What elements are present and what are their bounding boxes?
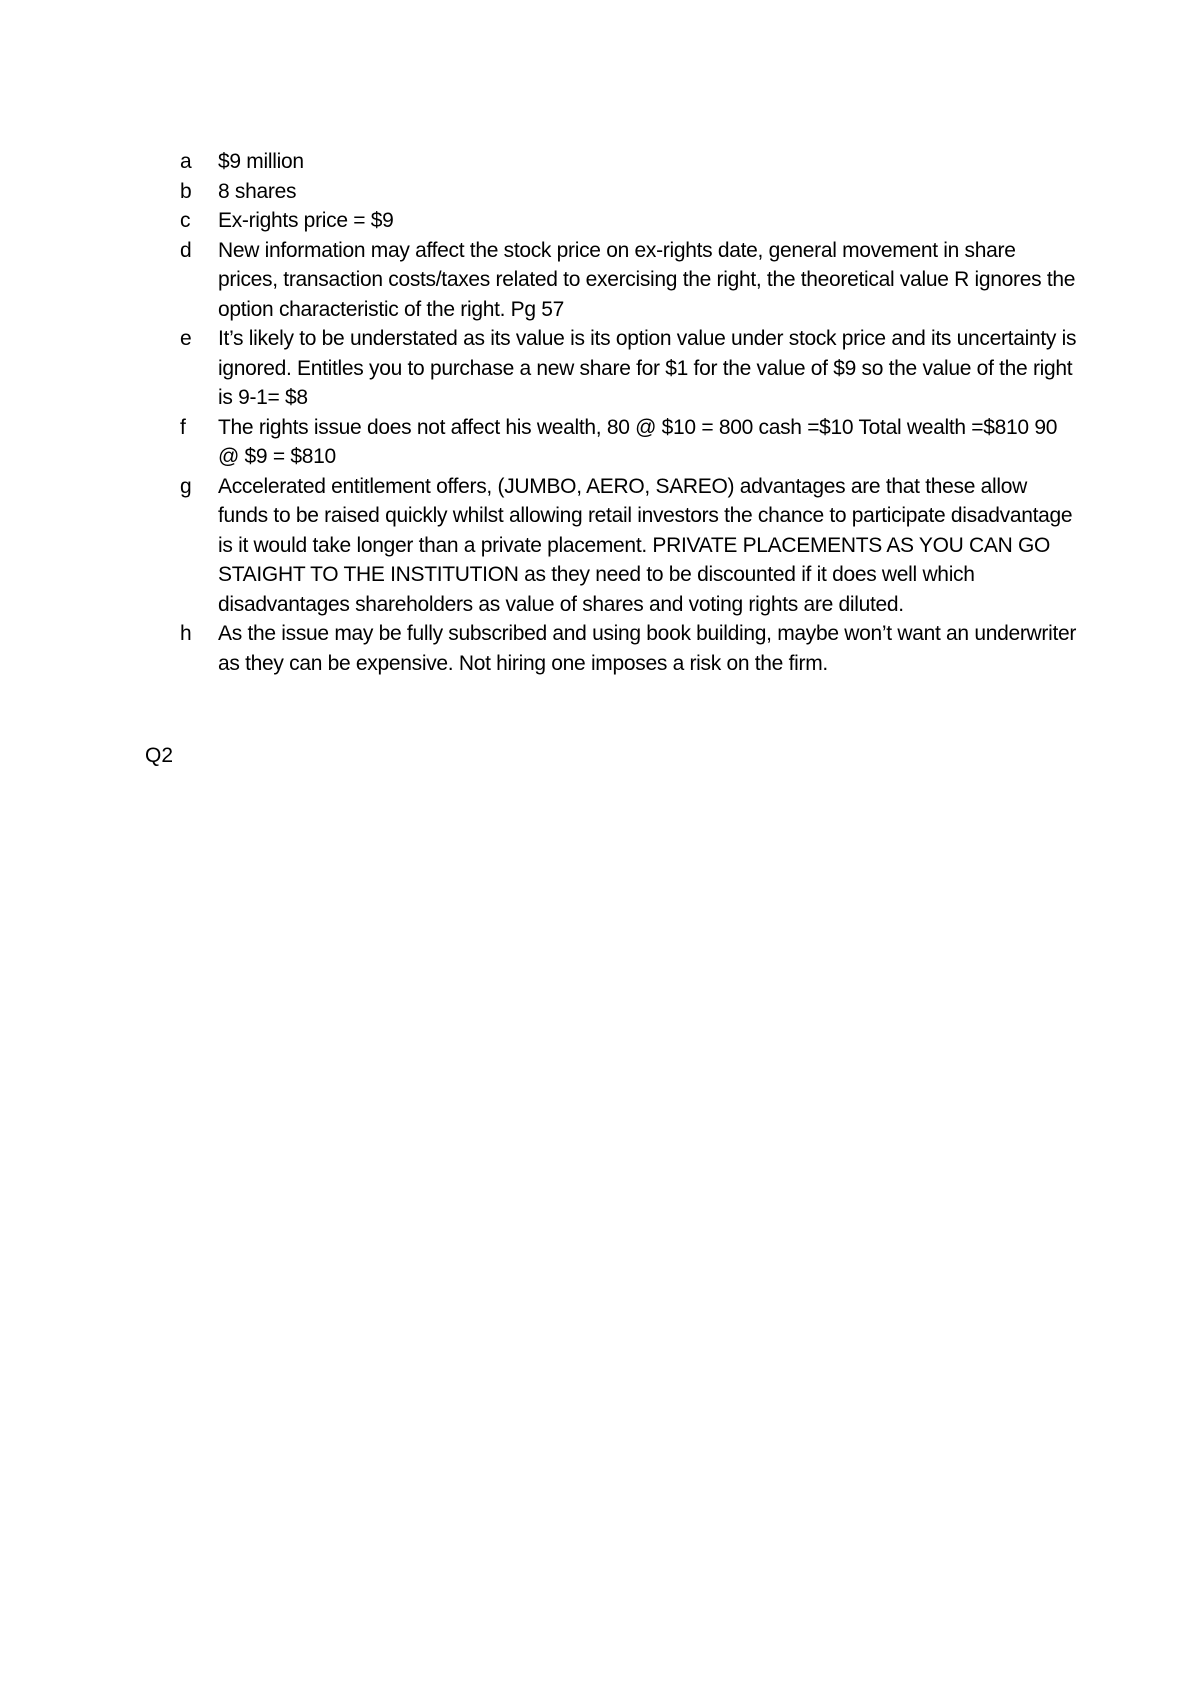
question-label: Q2: [145, 744, 174, 767]
answer-letter: f: [180, 415, 186, 439]
answer-item-a: [180, 147, 1080, 177]
answer-text: It’s likely to be understated as its value is its option value under stock price and its uncertainty is ignored. Entitles you to purchase a new share for $1 for the value of $9 so the value of the right is 9-1= $8: [218, 327, 1077, 409]
answer-list: [180, 147, 1080, 678]
answer-text: New information may affect the stock price on ex-rights date, general movement in share prices, transaction costs/taxes related to exercising the right, the theoretical value R ignores the option characteristic of the right. Pg 57: [218, 238, 1076, 321]
answer-text: $9 million: [218, 150, 304, 173]
answer-text: Accelerated entitlement offers, (JUMBO, AERO, SAREO) advantages are that these allow funds to be raised quickly whilst allowing retail investors the chance to participate disadvantage is it would take longer than a private placement. PRIVATE PLACEMENTS AS YOU CAN GO STAIGHT TO THE INSTITUTION as they need to be discounted if it does well which disadvantages shareholders as value of shares and voting rights are diluted.: [218, 474, 1073, 616]
answer-letter: h: [180, 622, 192, 645]
answer-letter: c: [180, 209, 191, 232]
answer-text: Ex-rights price = $9: [218, 209, 394, 232]
answer-item-b: [180, 177, 1080, 207]
answer-item-g: [180, 472, 1080, 620]
answer-item-c: [180, 206, 1080, 236]
answer-letter: e: [180, 327, 192, 350]
answer-letter: a: [180, 150, 192, 173]
answer-letter: g: [180, 474, 192, 498]
answer-text: 8 shares: [218, 179, 297, 203]
answer-text: The rights issue does not affect his wealth, 80 @ $10 = 800 cash =$10 Total wealth =$810 90 @ $9 = $810: [218, 415, 1058, 468]
answer-letter: b: [180, 179, 192, 203]
answer-text: As the issue may be fully subscribed and using book building, maybe won’t want an underwriter as they can be expensive. Not hiring one imposes a risk on the firm.: [218, 622, 1077, 675]
answer-item-h: [180, 619, 1080, 678]
answer-item-d: [180, 236, 1080, 325]
answer-item-f: [180, 413, 1080, 472]
answer-letter: d: [180, 238, 192, 262]
answer-item-e: [180, 324, 1080, 413]
